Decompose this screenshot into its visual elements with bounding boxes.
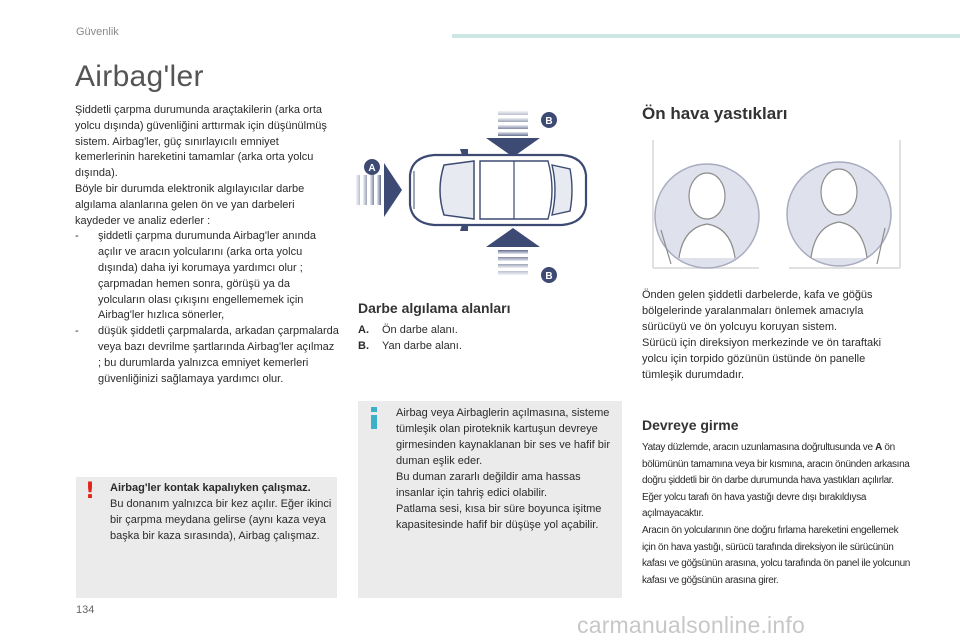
activation-text-start: Yatay düzlemde, aracın uzunlamasına doğrultusunda ve bbox=[642, 442, 873, 453]
side-impact-arrow-top bbox=[486, 111, 540, 157]
list-bullet: - bbox=[75, 230, 79, 243]
car-top-view bbox=[410, 149, 586, 231]
list-item-text: düşük şiddetli çarpmalarda, arkadan çarpmalarda veya bazı devrilme şartlarında Airbag'ler açılmaz ; bu durumlarda yalnızca emniyet kemerleri güvenliğinizi sağlamaya yardımcı olur. bbox=[98, 325, 339, 385]
page-title: Airbag'ler bbox=[75, 60, 204, 93]
label-a-badge bbox=[364, 159, 380, 175]
legend-key: B. bbox=[358, 340, 369, 352]
activation-text-rest: ön bölümünün tamamına veya bir kısmına, aracın önünden arkasına doğru şiddetli bir ön darbe durumunda hava yastıkları açılırlar. Eğer yolcu tarafı ön hava yastığı devre dışı bırakıldıysa açılmayacaktır. bbox=[642, 442, 910, 520]
front-paragraph-2: Sürücü için direksiyon merkezinde ve ön taraftaki yolcu için torpido gözünün üstünde ön panelle tümleşik durumdadır. bbox=[642, 337, 882, 381]
warning-icon: ! bbox=[85, 479, 96, 504]
section-label: Güvenlik bbox=[76, 26, 119, 38]
activation-title: Devreye girme bbox=[642, 417, 739, 433]
label-b-bottom-text: B bbox=[545, 271, 553, 282]
impact-zones-diagram bbox=[352, 105, 597, 285]
detection-legend bbox=[358, 322, 462, 354]
list-item bbox=[358, 338, 462, 354]
intro-paragraph-1: Şiddetli çarpma durumunda araçtakilerin (arka orta yolcu dışında) güvenliğini arttırmak için düşünülmüş sistem. Airbag'ler, güç sınırlayıcılı emniyet kemerlerinin hareketini tamamlar (arka orta yolcu dışında). bbox=[75, 104, 327, 180]
label-b-top-text: B bbox=[545, 116, 553, 127]
activation-zone-letter: A bbox=[875, 442, 882, 453]
page-number: 134 bbox=[76, 604, 95, 616]
info-paragraph-3: Patlama sesi, kısa bir süre boyunca işitme kapasitesinde hafif bir düşüşe yol açabilir. bbox=[396, 503, 602, 531]
legend-text: Yan darbe alanı. bbox=[382, 340, 462, 352]
label-b-bottom-badge bbox=[541, 267, 557, 283]
legend-text: Ön darbe alanı. bbox=[382, 324, 458, 336]
activation-paragraph-2: Aracın ön yolcularının öne doğru fırlama hareketini engellemek için ön hava yastığı, sürücü tarafında direksiyon ile sürücünün kafası ve göğsünün arasına, yolcu tarafında ön panel ile yolcunun kafası ve göğsünün arasına girer. bbox=[642, 524, 911, 586]
front-impact-arrow bbox=[356, 163, 402, 217]
list-item bbox=[358, 322, 462, 338]
warning-title: Airbag'ler kontak kapalıyken çalışmaz. bbox=[110, 482, 311, 494]
list-item bbox=[75, 229, 340, 324]
list-bullet: - bbox=[75, 325, 79, 338]
activation-text bbox=[642, 440, 910, 589]
front-airbags-title: Ön hava yastıkları bbox=[642, 104, 788, 123]
detection-title: Darbe algılama alanları bbox=[358, 300, 511, 316]
passenger-airbag bbox=[787, 162, 891, 266]
info-icon bbox=[370, 407, 378, 429]
label-b-top-badge bbox=[541, 112, 557, 128]
intro-paragraph-2: Böyle bir durumda elektronik algılayıcılar darbe algılama alanlarına gelen ön ve yan darbeleri kaydeder ve analiz ederler : bbox=[75, 182, 305, 227]
list-item-text: şiddetli çarpma durumunda Airbag'ler anında açılır ve aracın yolcularını (arka orta yolcu dışında) daha iyi korumaya yardımcı olur ; çarpmadan hemen sonra, görüşü ya da yolcuların olası çıkışını engellememek için Airbag'ler hızlıca sönerler, bbox=[98, 230, 316, 322]
watermark: carmanualsonline.info bbox=[577, 612, 805, 638]
activation-paragraph-1 bbox=[642, 440, 910, 523]
label-a-text: A bbox=[368, 163, 376, 174]
front-airbags-text bbox=[642, 287, 907, 383]
side-impact-arrow-bottom bbox=[486, 228, 540, 275]
warning-text bbox=[110, 480, 332, 544]
list-item bbox=[75, 324, 340, 387]
front-airbags-illustration bbox=[649, 130, 904, 280]
front-paragraph-1: Önden gelen şiddetli darbelerde, kafa ve göğüs bölgelerinde yaralanmaları önlemek amacıyla sürücüyü ve ön yolcuyu koruyan sistem. bbox=[642, 289, 873, 333]
legend-key: A. bbox=[358, 324, 369, 336]
info-text bbox=[396, 405, 618, 533]
info-paragraph-2: Bu duman zararlı değildir ama hassas insanlar için tahriş edici olabilir. bbox=[396, 471, 581, 499]
driver-airbag bbox=[655, 164, 759, 268]
info-paragraph-1: Airbag veya Airbaglerin açılmasına, sisteme tümleşik olan piroteknik kartuşun devreye girmesinden kaynaklanan bir ses ve hafif bir duman eşlik eder. bbox=[396, 407, 611, 467]
header-rule bbox=[452, 34, 960, 38]
warning-body: Bu donanım yalnızca bir kez açılır. Eğer ikinci bir çarpma meydana gelirse (aynı kaza veya başka bir kaza sırasında), Airbag çalışmaz. bbox=[110, 498, 332, 542]
intro-text bbox=[75, 103, 340, 387]
